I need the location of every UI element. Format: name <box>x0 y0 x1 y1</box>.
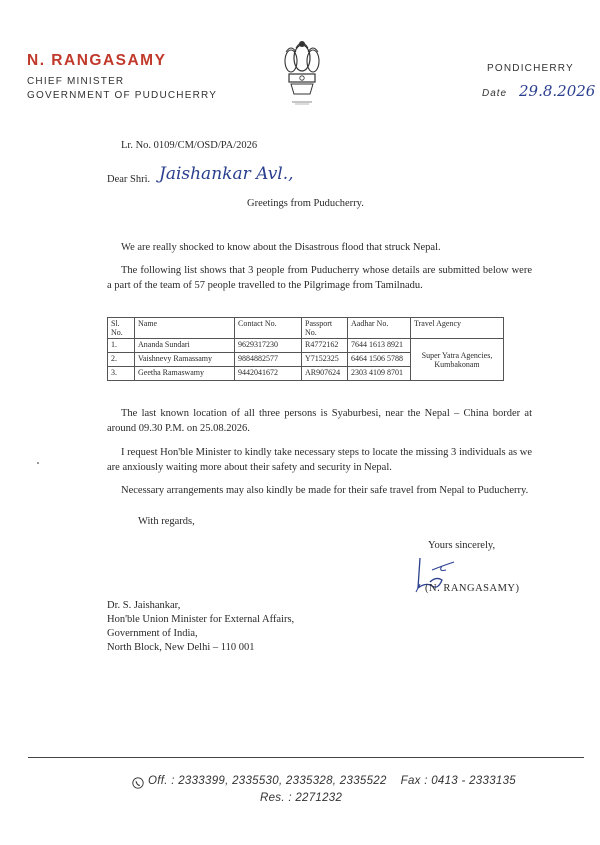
cell-passport: AR907624 <box>302 367 348 381</box>
header-passport: Passport No. <box>302 318 348 339</box>
cell-contact: 9884882577 <box>235 353 302 367</box>
cell-name: Ananda Sundari <box>135 339 235 353</box>
paragraph-3: The last known location of all three persons is Syaburbesi, near the Nepal – China border at around 09.30 P.M. on 25.08.2026. <box>107 408 532 434</box>
cell-aadhar: 2303 4109 8701 <box>348 367 411 381</box>
scan-speck <box>37 462 39 464</box>
header-name: Name <box>135 318 235 339</box>
cell-name: Geetha Ramaswamy <box>135 367 235 381</box>
cell-sl: 2. <box>108 353 135 367</box>
address-line: Government of India, <box>107 628 198 639</box>
address-line: North Block, New Delhi – 110 001 <box>107 642 255 653</box>
header-contact: Contact No. <box>235 318 302 339</box>
cell-passport: R4772162 <box>302 339 348 353</box>
address-line: Hon'ble Union Minister for External Affairs, <box>107 614 295 625</box>
office-contact-line: Off. : 2333399, 2335530, 2335328, 2335522 Fax : 0413 - 2333135 <box>148 775 516 787</box>
cell-contact: 9442041672 <box>235 367 302 381</box>
reference-number: Lr. No. 0109/CM/OSD/PA/2026 <box>121 140 258 151</box>
cell-passport: Y7152325 <box>302 353 348 367</box>
sender-name: N. RANGASAMY <box>27 52 167 69</box>
persons-table <box>107 317 504 381</box>
paragraph-4: I request Hon'ble Minister to kindly take necessary steps to locate the missing 3 individuals as we are anxiously waiting more about their safety and security in Nepal. <box>107 447 532 473</box>
table-header-row <box>108 318 504 339</box>
date-label: Date <box>482 88 508 99</box>
salutation: Dear Shri. <box>107 174 151 185</box>
cell-aadhar: 6464 1506 5788 <box>348 353 411 367</box>
yours-sincerely: Yours sincerely, <box>428 540 496 551</box>
telephone-icon <box>132 777 144 789</box>
handwritten-addressee: Jaishankar Avl., <box>159 164 294 184</box>
cell-name: Vaishnevy Ramassamy <box>135 353 235 367</box>
paragraph-1: We are really shocked to know about the Disastrous flood that struck Nepal. <box>121 242 441 253</box>
cell-contact: 9629317230 <box>235 339 302 353</box>
table-row <box>108 339 504 353</box>
signatory-name: (N. RANGASAMY) <box>425 583 520 594</box>
state-emblem-icon <box>277 30 327 106</box>
cell-sl: 1. <box>108 339 135 353</box>
paragraph-5: Necessary arrangements may also kindly be made for their safe travel from Nepal to Puducherry. <box>121 485 529 496</box>
header-aadhar: Aadhar No. <box>348 318 411 339</box>
sender-title: CHIEF MINISTER <box>27 76 125 87</box>
residence-contact-line: Res. : 2271232 <box>260 792 343 804</box>
cell-aadhar: 7644 1613 8921 <box>348 339 411 353</box>
address-line: Dr. S. Jaishankar, <box>107 600 181 611</box>
header-agency: Travel Agency <box>411 318 504 339</box>
sender-government: GOVERNMENT OF PUDUCHERRY <box>27 90 218 101</box>
header-sl: Sl. No. <box>108 318 135 339</box>
closing: With regards, <box>138 516 195 527</box>
greeting: Greetings from Puducherry. <box>247 198 364 209</box>
cell-agency: Super Yatra Agencies, Kumbakonam <box>411 339 504 381</box>
date-value: 29.8.2026 <box>519 82 596 100</box>
paragraph-2: The following list shows that 3 people from Puducherry whose details are submitted below were a part of the team of 57 people travelled to the Pilgrimage from Tamilnadu. <box>107 265 532 291</box>
city-name: PONDICHERRY <box>487 63 574 74</box>
footer-divider <box>28 757 584 758</box>
cell-sl: 3. <box>108 367 135 381</box>
